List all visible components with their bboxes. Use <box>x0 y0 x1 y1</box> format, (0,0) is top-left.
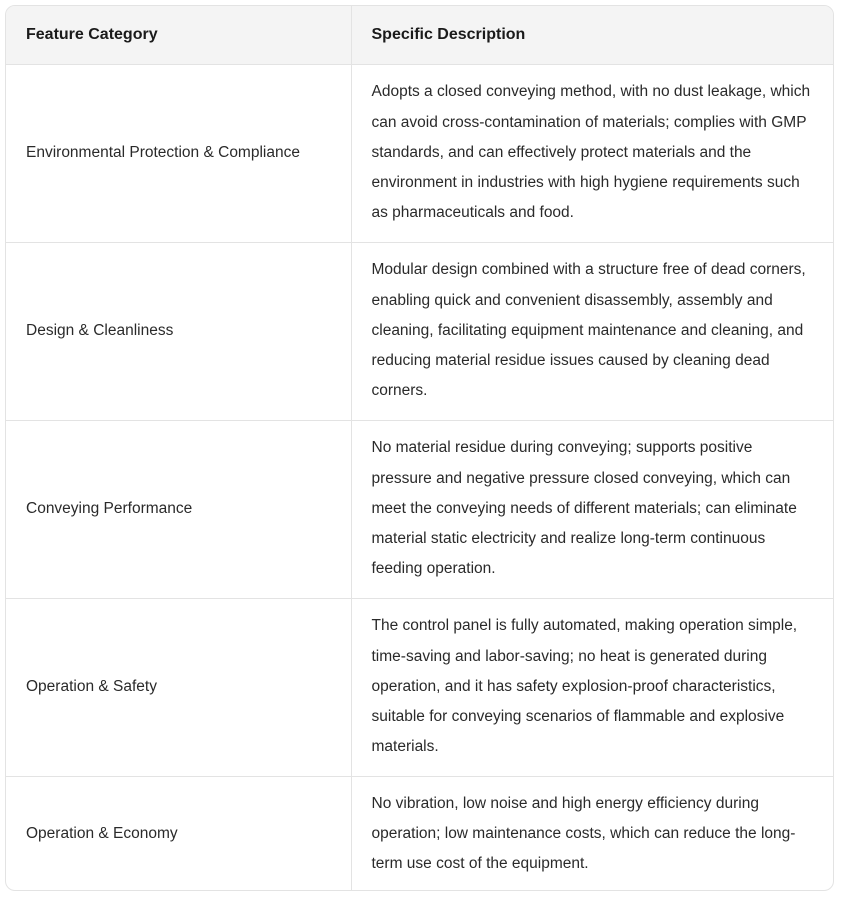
row-description: Modular design combined with a structure free of dead corners, enabling quick and convenient disassembly, assembly and cleaning, facilitating equipment maintenance and cleaning, and reducing material residue issues caused by cleaning dead corners. <box>351 242 833 420</box>
feature-table-container <box>5 5 834 891</box>
table-row <box>6 420 833 598</box>
header-specific-description: Specific Description <box>351 6 833 64</box>
row-category: Operation & Safety <box>6 598 351 776</box>
feature-table <box>6 6 833 891</box>
row-description: The control panel is fully automated, making operation simple, time-saving and labor-saving; no heat is generated during operation, and it has safety explosion-proof characteristics, suitable for conveying scenarios of flammable and explosive materials. <box>351 598 833 776</box>
row-description: Adopts a closed conveying method, with no dust leakage, which can avoid cross-contamination of materials; complies with GMP standards, and can effectively protect materials and the environment in industries with high hygiene requirements such as pharmaceuticals and food. <box>351 64 833 242</box>
row-category: Design & Cleanliness <box>6 242 351 420</box>
row-category: Conveying Performance <box>6 420 351 598</box>
table-row <box>6 242 833 420</box>
table-header-row <box>6 6 833 64</box>
row-description: No material residue during conveying; supports positive pressure and negative pressure closed conveying, which can meet the conveying needs of different materials; can eliminate material static electricity and realize long-term continuous feeding operation. <box>351 420 833 598</box>
row-description: No vibration, low noise and high energy efficiency during operation; low maintenance costs, which can reduce the long-term use cost of the equipment. <box>351 776 833 891</box>
header-feature-category: Feature Category <box>6 6 351 64</box>
table-row <box>6 776 833 891</box>
table-row <box>6 64 833 242</box>
row-category: Environmental Protection & Compliance <box>6 64 351 242</box>
table-row <box>6 598 833 776</box>
row-category: Operation & Economy <box>26 825 178 843</box>
